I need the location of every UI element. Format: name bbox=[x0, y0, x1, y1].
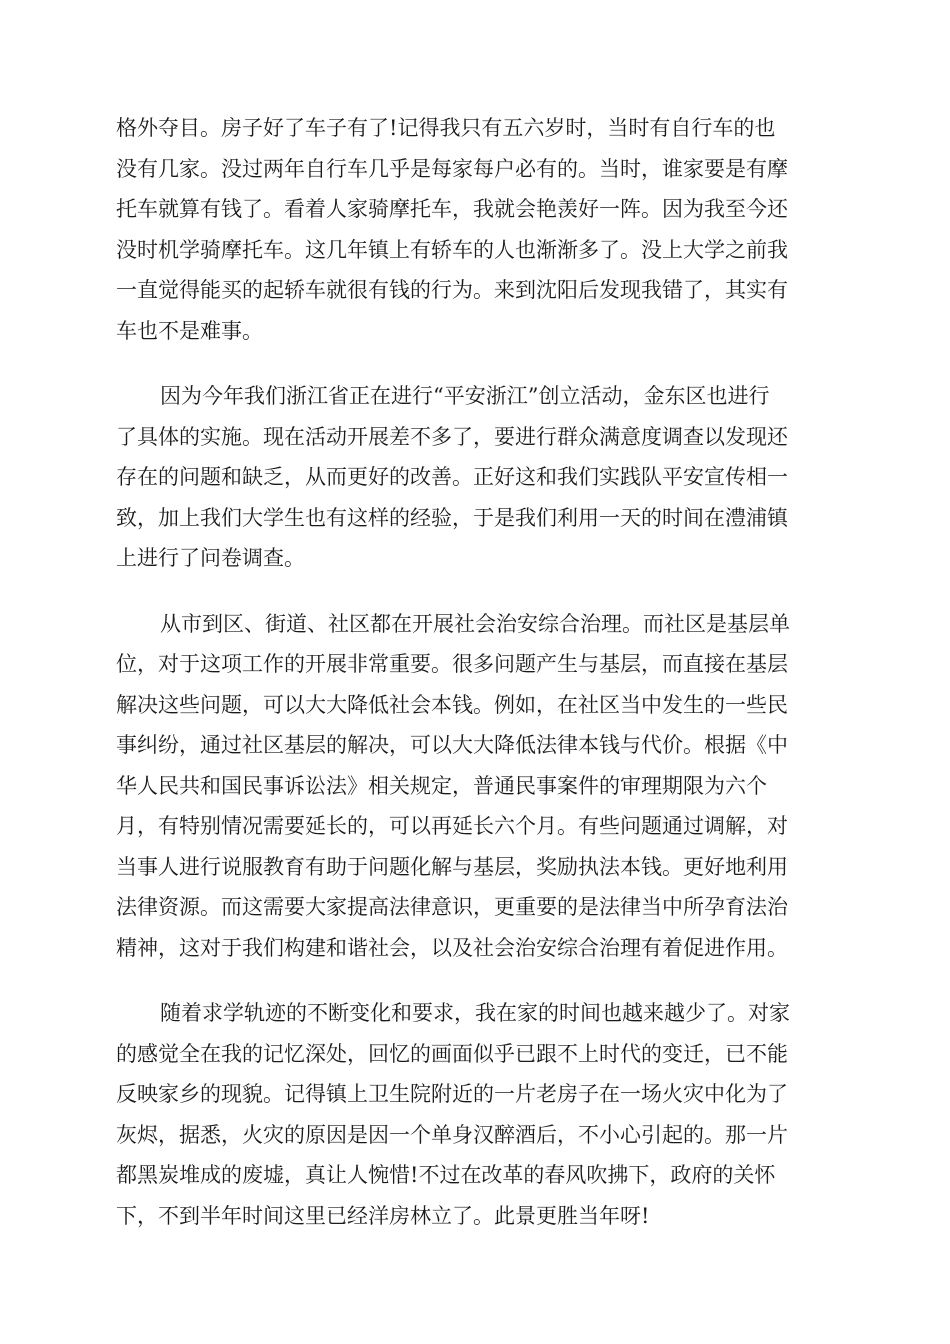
paragraph-line: 没有几家。没过两年自行车几乎是每家每户必有的。当时，谁家要是有摩 bbox=[116, 156, 788, 181]
paragraph-line: 下，不到半年时间这里已经洋房林立了。此景更胜当年呀! bbox=[116, 1203, 650, 1228]
paragraph-line: 反映家乡的现貌。记得镇上卫生院附近的一片老房子在一场火灾中化为了 bbox=[116, 1082, 788, 1106]
paragraph-line: 的感觉全在我的记忆深处，回忆的画面似乎已跟不上时代的变迁，已不能 bbox=[116, 1041, 788, 1066]
paragraph-line: 存在的问题和缺乏，从而更好的改善。正好这和我们实践队平安宣传相一 bbox=[116, 465, 788, 489]
paragraph-line: 法律资源。而这需要大家提高法律意识，更重要的是法律当中所孕育法治 bbox=[116, 895, 788, 919]
paragraph-3 bbox=[116, 604, 836, 969]
paragraph-line: 车也不是难事。 bbox=[116, 318, 263, 343]
paragraph-line: 精神，这对于我们构建和谐社会，以及社会治安综合治理有着促进作用。 bbox=[116, 935, 788, 960]
paragraph-line: 解决这些问题，可以大大降低社会本钱。例如，在社区当中发生的一些民 bbox=[116, 692, 788, 717]
paragraph-line: 没时机学骑摩托车。这几年镇上有轿车的人也渐渐多了。没上大学之前我 bbox=[116, 237, 788, 262]
paragraph-line: 上进行了问卷调查。 bbox=[116, 546, 305, 570]
paragraph-line: 都黑炭堆成的废墟，真让人惋惜!不过在改革的春风吹拂下，政府的关怀 bbox=[116, 1163, 776, 1187]
document-body bbox=[116, 108, 836, 1261]
paragraph-2 bbox=[116, 376, 836, 579]
paragraph-line: 一直觉得能买的起轿车就很有钱的行为。来到沈阳后发现我错了，其实有 bbox=[116, 278, 788, 302]
paragraph-line: 月，有特别情况需要延长的，可以再延长六个月。有些问题通过调解，对 bbox=[116, 814, 788, 838]
paragraph-line: 位，对于这项工作的开展非常重要。很多问题产生与基层，而直接在基层 bbox=[116, 652, 788, 676]
paragraph-1 bbox=[116, 108, 836, 351]
paragraph-line: 从市到区、街道、社区都在开展社会治安综合治理。而社区是基层单 bbox=[160, 611, 790, 636]
paragraph-4 bbox=[116, 993, 836, 1236]
paragraph-line: 致，加上我们大学生也有这样的经验，于是我们利用一天的时间在澧浦镇 bbox=[116, 505, 788, 530]
paragraph-line: 了具体的实施。现在活动开展差不多了，要进行群众满意度调查以发现还 bbox=[116, 424, 788, 449]
paragraph-line: 因为今年我们浙江省正在进行“平安浙江”创立活动，金东区也进行 bbox=[160, 384, 770, 408]
paragraph-line: 事纠纷，通过社区基层的解决，可以大大降低法律本钱与代价。根据《中 bbox=[116, 733, 788, 757]
paragraph-line: 格外夺目。房子好了车子有了!记得我只有五六岁时，当时有自行车的也 bbox=[116, 116, 776, 140]
paragraph-line: 托车就算有钱了。看着人家骑摩托车，我就会艳羡好一阵。因为我至今还 bbox=[116, 197, 788, 221]
paragraph-line: 随着求学轨迹的不断变化和要求，我在家的时间也越来越少了。对家 bbox=[160, 1001, 790, 1025]
paragraph-line: 当事人进行说服教育有助于问题化解与基层，奖励执法本钱。更好地利用 bbox=[116, 854, 788, 879]
paragraph-line: 灰烬，据悉，火灾的原因是因一个单身汉醉酒后，不小心引起的。那一片 bbox=[116, 1122, 788, 1147]
paragraph-line: 华人民共和国民事诉讼法》相关规定，普通民事案件的审理期限为六个 bbox=[116, 773, 767, 798]
